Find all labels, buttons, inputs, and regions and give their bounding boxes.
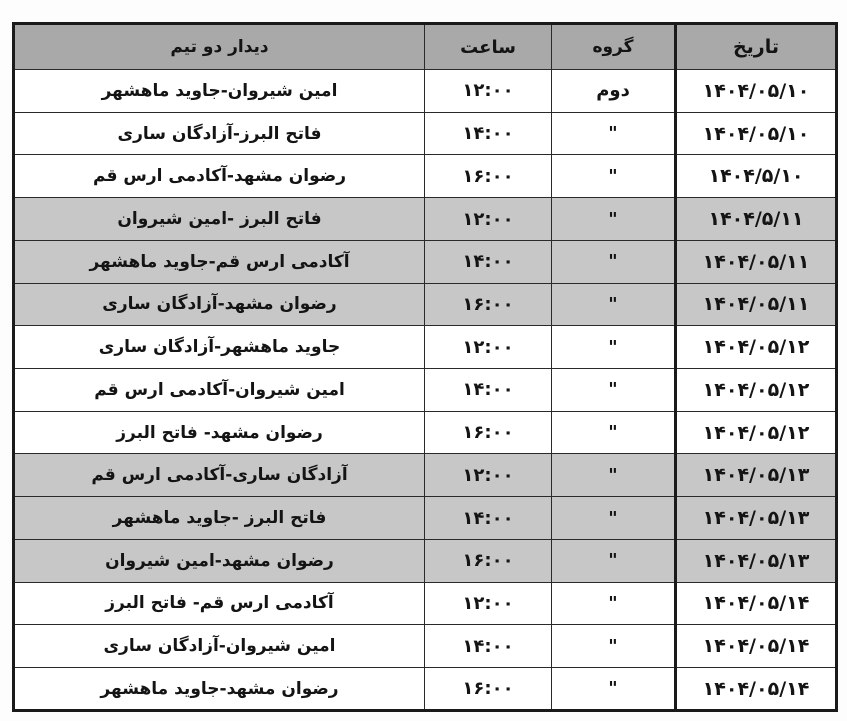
group-cell: " bbox=[552, 454, 676, 497]
date-cell: ۱۴۰۴/۰۵/۱۴ bbox=[676, 582, 837, 625]
time-cell: ۱۶:۰۰ bbox=[425, 668, 552, 711]
time-cell: ۱۲:۰۰ bbox=[425, 198, 552, 241]
match-schedule-table bbox=[12, 22, 838, 712]
table-row bbox=[14, 497, 837, 540]
match-cell: فاتح البرز -جاوید ماهشهر bbox=[14, 497, 425, 540]
time-cell: ۱۴:۰۰ bbox=[425, 625, 552, 668]
match-cell: فاتح البرز-آزادگان ساری bbox=[14, 112, 425, 155]
match-cell: امین شیروان-آکادمی ارس قم bbox=[14, 369, 425, 412]
header-date: تاریخ bbox=[676, 24, 837, 70]
schedule-body bbox=[14, 70, 837, 711]
group-cell: " bbox=[552, 240, 676, 283]
match-cell: جاوید ماهشهر-آزادگان ساری bbox=[14, 326, 425, 369]
table-row bbox=[14, 454, 837, 497]
date-cell: ۱۴۰۴/۰۵/۱۴ bbox=[676, 625, 837, 668]
table-row bbox=[14, 198, 837, 241]
time-cell: ۱۴:۰۰ bbox=[425, 112, 552, 155]
date-cell: ۱۴۰۴/۰۵/۱۲ bbox=[676, 411, 837, 454]
date-cell: ۱۴۰۴/۰۵/۱۴ bbox=[676, 668, 837, 711]
group-cell: " bbox=[552, 497, 676, 540]
date-cell: ۱۴۰۴/۰۵/۱۳ bbox=[676, 539, 837, 582]
header-group: گروه bbox=[552, 24, 676, 70]
date-cell: ۱۴۰۴/۰۵/۱۲ bbox=[676, 326, 837, 369]
date-cell: ۱۴۰۴/۰۵/۱۳ bbox=[676, 454, 837, 497]
match-cell: امین شیروان-جاوید ماهشهر bbox=[14, 70, 425, 113]
table-row bbox=[14, 112, 837, 155]
match-cell: رضوان مشهد-آزادگان ساری bbox=[14, 283, 425, 326]
table-row bbox=[14, 283, 837, 326]
match-cell: رضوان مشهد- فاتح البرز bbox=[14, 411, 425, 454]
group-cell: " bbox=[552, 155, 676, 198]
table-row bbox=[14, 70, 837, 113]
group-cell: " bbox=[552, 582, 676, 625]
date-cell: ۱۴۰۴/۰۵/۱۱ bbox=[676, 240, 837, 283]
time-cell: ۱۶:۰۰ bbox=[425, 283, 552, 326]
table-row bbox=[14, 539, 837, 582]
match-cell: آکادمی ارس قم-جاوید ماهشهر bbox=[14, 240, 425, 283]
group-cell: " bbox=[552, 369, 676, 412]
date-cell: ۱۴۰۴/۰۵/۱۳ bbox=[676, 497, 837, 540]
match-cell: رضوان مشهد-امین شیروان bbox=[14, 539, 425, 582]
group-cell: " bbox=[552, 112, 676, 155]
time-cell: ۱۲:۰۰ bbox=[425, 326, 552, 369]
match-cell: رضوان مشهد-آکادمی ارس قم bbox=[14, 155, 425, 198]
group-cell: " bbox=[552, 668, 676, 711]
time-cell: ۱۶:۰۰ bbox=[425, 411, 552, 454]
match-cell: فاتح البرز -امین شیروان bbox=[14, 198, 425, 241]
header-match: دیدار دو تیم bbox=[14, 24, 425, 70]
time-cell: ۱۴:۰۰ bbox=[425, 369, 552, 412]
date-cell: ۱۴۰۴/۰۵/۱۱ bbox=[676, 283, 837, 326]
table-row bbox=[14, 369, 837, 412]
group-cell: " bbox=[552, 411, 676, 454]
table-row bbox=[14, 326, 837, 369]
table-row bbox=[14, 240, 837, 283]
time-cell: ۱۶:۰۰ bbox=[425, 155, 552, 198]
date-cell: ۱۴۰۴/۰۵/۱۲ bbox=[676, 369, 837, 412]
group-cell: " bbox=[552, 625, 676, 668]
date-cell: ۱۴۰۴/۰۵/۱۰ bbox=[676, 112, 837, 155]
date-cell: ۱۴۰۴/۰۵/۱۰ bbox=[676, 70, 837, 113]
table-row bbox=[14, 668, 837, 711]
group-cell: دوم bbox=[552, 70, 676, 113]
table-row bbox=[14, 411, 837, 454]
group-cell: " bbox=[552, 326, 676, 369]
table-row bbox=[14, 582, 837, 625]
time-cell: ۱۴:۰۰ bbox=[425, 240, 552, 283]
time-cell: ۱۲:۰۰ bbox=[425, 70, 552, 113]
time-cell: ۱۶:۰۰ bbox=[425, 539, 552, 582]
header-time: ساعت bbox=[425, 24, 552, 70]
date-cell: ۱۴۰۴/۵/۱۰ bbox=[676, 155, 837, 198]
table-row bbox=[14, 625, 837, 668]
table-row bbox=[14, 155, 837, 198]
time-cell: ۱۴:۰۰ bbox=[425, 497, 552, 540]
header-row bbox=[14, 24, 837, 70]
match-cell: رضوان مشهد-جاوید ماهشهر bbox=[14, 668, 425, 711]
time-cell: ۱۲:۰۰ bbox=[425, 582, 552, 625]
date-cell: ۱۴۰۴/۵/۱۱ bbox=[676, 198, 837, 241]
group-cell: " bbox=[552, 539, 676, 582]
match-cell: آزادگان ساری-آکادمی ارس قم bbox=[14, 454, 425, 497]
time-cell: ۱۲:۰۰ bbox=[425, 454, 552, 497]
group-cell: " bbox=[552, 198, 676, 241]
match-cell: امین شیروان-آزادگان ساری bbox=[14, 625, 425, 668]
group-cell: " bbox=[552, 283, 676, 326]
match-cell: آکادمی ارس قم- فاتح البرز bbox=[14, 582, 425, 625]
